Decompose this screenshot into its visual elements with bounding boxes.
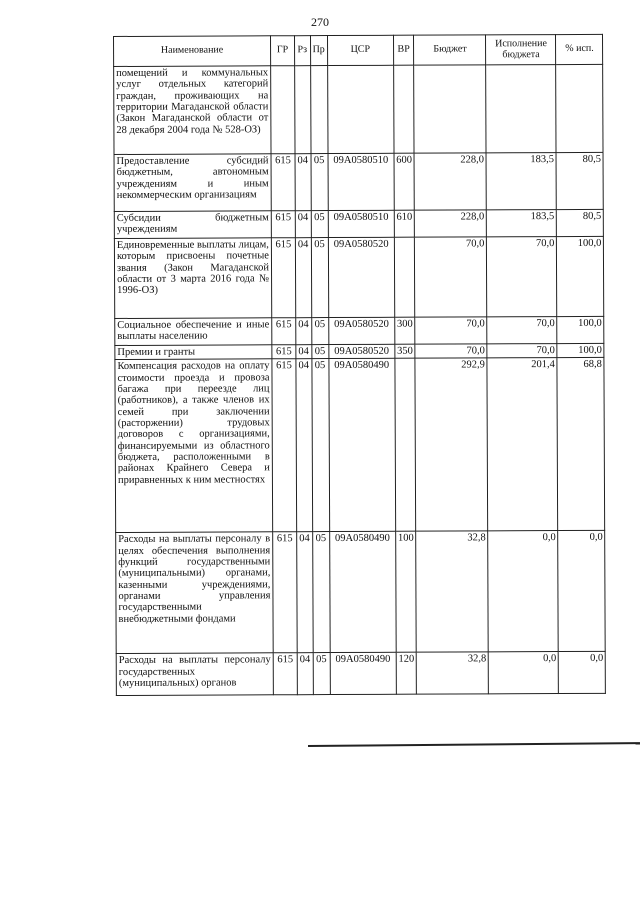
row-execution: 70,0 (487, 344, 557, 359)
row-budget: 292,9 (415, 358, 488, 531)
header-execution: Исполнение бюджета (486, 35, 556, 65)
row-rz: 04 (295, 211, 311, 238)
header-name: Наименование (114, 36, 271, 67)
row-percent: 68,8 (557, 358, 605, 531)
row-pr: 05 (311, 345, 328, 359)
row-gr: 615 (271, 238, 295, 318)
row-execution: 70,0 (487, 317, 557, 344)
row-budget: 32,8 (417, 652, 489, 694)
row-name: Социальное обеспечение и иные выплаты населению (115, 318, 272, 346)
row-name: Предоставление субсидий бюджетным, автономным учреждениям и иным некоммерческим организациям (114, 154, 271, 212)
row-csr: 09А0580510 (328, 210, 394, 237)
row-vr (395, 359, 417, 532)
row-csr: 09А0580490 (329, 359, 396, 532)
header-pr: Пр (310, 36, 327, 66)
row-csr: 09А0580510 (328, 153, 394, 210)
row-csr: 09А0580490 (329, 532, 396, 653)
row-budget: 70,0 (415, 317, 487, 344)
row-percent: 80,5 (556, 152, 603, 209)
row-vr: 300 (394, 317, 415, 344)
row-execution: 201,4 (487, 358, 558, 531)
row-vr: 100 (395, 532, 416, 653)
header-budget: Бюджет (414, 35, 486, 65)
row-pr: 05 (312, 532, 330, 653)
row-rz: 04 (296, 359, 312, 532)
row-gr: 615 (272, 345, 296, 359)
row-gr: 615 (273, 653, 297, 695)
row-percent (556, 64, 603, 152)
row-rz: 04 (295, 238, 311, 318)
row-pr: 05 (311, 211, 328, 238)
row-name: Компенсация расходов на оплату стоимости проезда и провоза багажа при переезде лиц (работников), а также членов их семей при заключении (расторжении) трудовых договоров с организациями, финансируемыми из областного бюджета, расположенными в районах Крайнего Севера и приравненных к ним местностях (115, 359, 273, 533)
row-name: Расходы на выплаты персоналу в целях обеспечения выполнения функций государственными (муниципальными) органами, казенными учреждениями, органами управления государственными внебюджетными фондами (116, 532, 274, 654)
row-percent: 0,0 (559, 652, 606, 694)
row-budget: 32,8 (416, 531, 489, 652)
table-row (114, 152, 604, 211)
row-execution: 0,0 (489, 652, 559, 694)
row-gr: 615 (272, 318, 296, 345)
row-rz: 04 (297, 532, 313, 653)
row-pr: 05 (311, 238, 329, 318)
row-execution (486, 65, 556, 153)
row-execution: 183,5 (487, 210, 557, 237)
row-name: Единовременные выплаты лицам, которым присвоены почетные звания (Закон Магаданской области от 3 марта 2016 года № 1996-ОЗ) (114, 238, 271, 319)
budget-execution-table (113, 34, 606, 696)
row-name: Премии и гранты (115, 345, 272, 360)
row-vr: 600 (394, 153, 415, 210)
row-gr: 615 (271, 154, 295, 211)
row-rz: 04 (297, 653, 313, 695)
row-name: Субсидии бюджетным учреждениям (114, 211, 271, 239)
row-pr: 05 (311, 154, 328, 211)
row-execution: 0,0 (488, 531, 559, 652)
row-execution: 183,5 (486, 153, 556, 210)
row-vr (394, 237, 415, 317)
table-row (116, 531, 606, 654)
row-gr: 615 (273, 532, 298, 653)
table-row (114, 209, 604, 238)
row-vr: 350 (395, 344, 416, 358)
row-execution: 70,0 (487, 237, 557, 317)
header-percent: % исп. (556, 34, 603, 64)
row-pr: 05 (311, 318, 328, 345)
row-rz: 04 (295, 154, 311, 211)
row-rz (295, 66, 311, 154)
row-pr: 05 (313, 653, 330, 695)
row-percent: 80,5 (557, 209, 604, 236)
table-row (116, 652, 606, 696)
row-csr: 09А0580520 (328, 317, 394, 344)
row-gr: 615 (272, 359, 297, 532)
row-budget: 70,0 (415, 344, 487, 359)
row-vr (393, 65, 414, 153)
row-name: Расходы на выплаты персоналу государственных (муниципальных) органов (116, 653, 273, 696)
header-gr: ГР (271, 36, 295, 66)
header-vr: ВР (393, 35, 414, 65)
row-csr: 09А0580520 (328, 237, 394, 317)
row-percent: 100,0 (557, 343, 604, 358)
row-csr: 09А0580520 (329, 344, 395, 359)
table-row (114, 236, 604, 318)
row-pr (310, 66, 328, 154)
row-rz: 04 (296, 345, 312, 359)
page-number: 270 (311, 15, 329, 29)
row-percent: 0,0 (558, 531, 606, 652)
table-header-row (114, 34, 604, 66)
row-budget: 228,0 (414, 153, 486, 210)
row-gr (271, 66, 295, 154)
row-budget (414, 65, 486, 153)
row-csr: 09А0580490 (330, 653, 396, 695)
footer-rule (308, 742, 640, 747)
row-vr: 610 (394, 210, 415, 237)
row-csr (327, 65, 393, 153)
row-rz: 04 (296, 318, 312, 345)
row-percent: 100,0 (557, 236, 604, 316)
row-gr: 615 (271, 211, 295, 238)
row-vr: 120 (396, 653, 417, 695)
table-row (115, 358, 605, 533)
row-pr: 05 (311, 359, 329, 532)
row-percent: 100,0 (557, 316, 604, 343)
table-row (115, 316, 605, 345)
row-name: помещений и коммунальных услуг отдельных категорий граждан, проживающих на территории Магаданской области (Закон Магаданской области от 28 декабря 2004 года № 528-ОЗ) (114, 66, 271, 155)
row-budget: 228,0 (415, 210, 487, 237)
header-rz: Рз (295, 36, 311, 66)
table-row (114, 64, 604, 154)
row-budget: 70,0 (415, 237, 487, 317)
header-csr: ЦСР (327, 35, 393, 65)
